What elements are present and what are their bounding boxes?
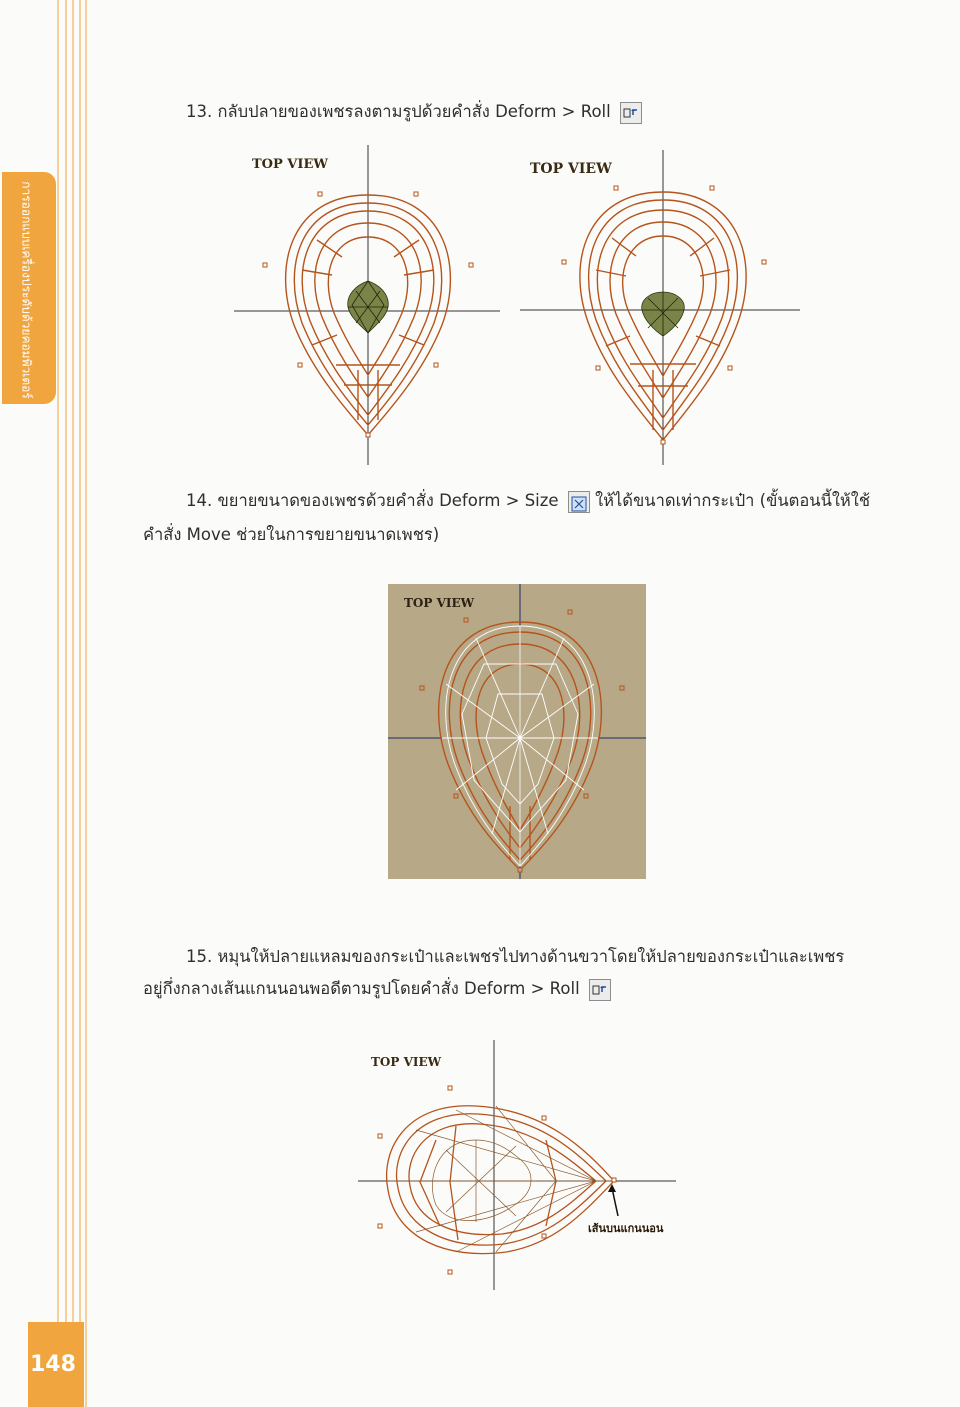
chapter-side-tab-text: การออกแบบเครื่องประดับด้วยคอมพิวเตอร์ <box>19 181 34 399</box>
roll-icon <box>620 102 642 124</box>
figure-13-left-label: TOP VIEW <box>252 157 328 172</box>
page-number-box <box>28 1322 84 1407</box>
step-14 <box>186 484 906 518</box>
figure-13-right-top-view <box>518 150 803 465</box>
step-14-text-line2: คำสั่ง Move ช่วยในการขยายขนาดเพชร) <box>143 525 440 544</box>
step-15-number: 15. <box>186 947 213 966</box>
figure-15-label: TOP VIEW <box>371 1055 442 1069</box>
step-14-text-before: ขยายขนาดของเพชรด้วยคำสั่ง Deform > Size <box>217 491 559 510</box>
step-13 <box>186 95 642 129</box>
step-15-line2 <box>143 972 611 1006</box>
annotation-horizontal-axis-line: เส้นบนแกนนอน <box>588 1222 664 1235</box>
step-14-text-after: ให้ได้ขนาดเท่ากระเป๋า (ขั้นตอนนี้ให้ใช้ <box>595 491 871 510</box>
step-14-number: 14. <box>186 491 213 510</box>
size-icon <box>568 491 590 513</box>
figure-13-left-top-view <box>232 145 502 465</box>
figure-14-top-view <box>388 584 646 879</box>
step-13-text: กลับปลายของเพชรลงตามรูปด้วยคำสั่ง Deform > Roll <box>217 102 611 121</box>
figure-14-label: TOP VIEW <box>404 596 475 610</box>
figure-15-top-view <box>356 1040 686 1290</box>
step-15-text-line2: อยู่กึ่งกลางเส้นแกนนอนพอดีตามรูปโดยคำสั่ง Deform > Roll <box>143 979 580 998</box>
figure-13-right-label: TOP VIEW <box>530 161 612 177</box>
annotation-arrow <box>612 1188 618 1216</box>
step-15 <box>186 940 844 974</box>
step-13-number: 13. <box>186 102 213 121</box>
page-number: 148 <box>30 1352 76 1377</box>
step-15-text-line1: หมุนให้ปลายแหลมของกระเป๋าและเพชรไปทางด้านขวาโดยให้ปลายของกระเป๋าและเพชร <box>217 947 845 966</box>
step-14-line2 <box>143 518 439 552</box>
roll-icon <box>589 979 611 1001</box>
